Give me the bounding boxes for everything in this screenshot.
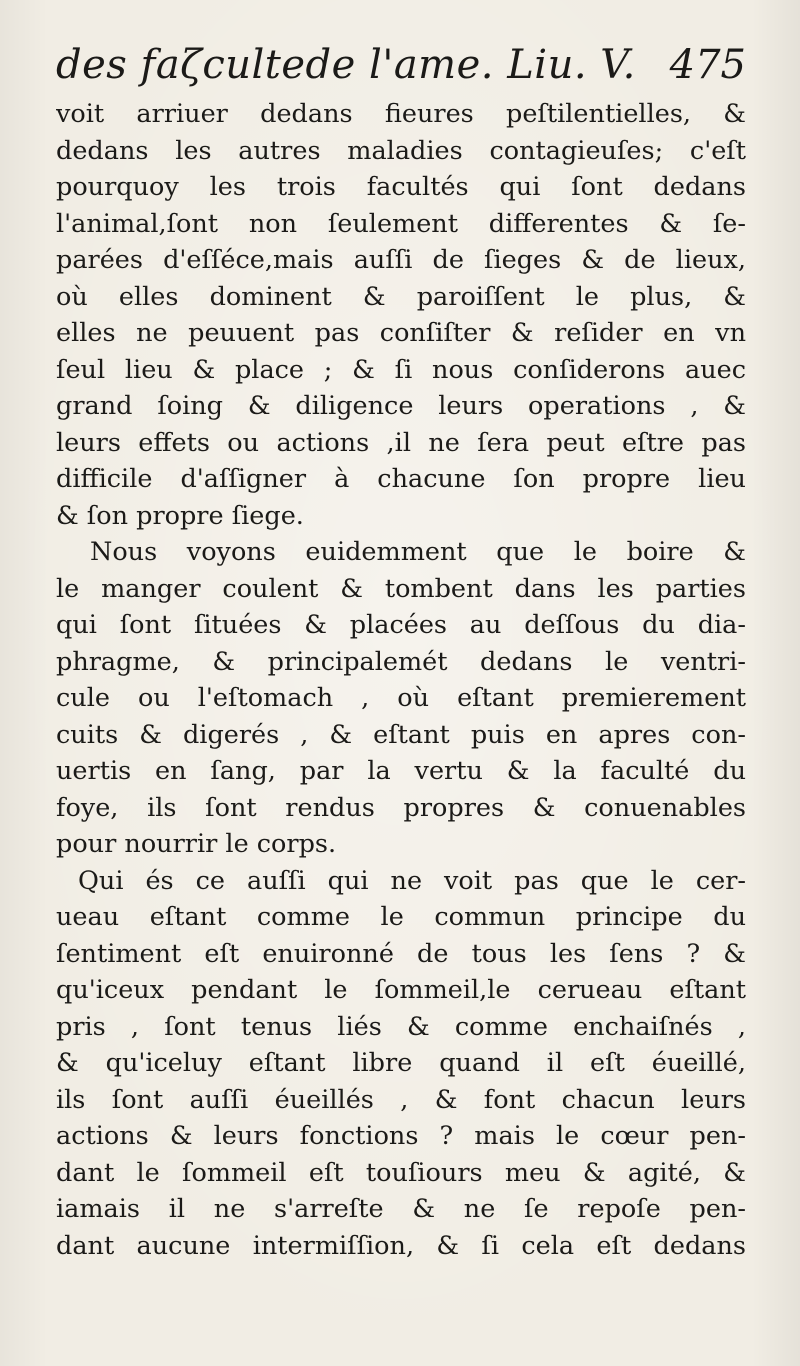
text-line: leurs effets ou actions ,il ne ſera peut eſtre pas [56, 427, 746, 458]
text-line: cuits & digerés , & eſtant puis en apres con- [56, 719, 746, 750]
text-line: voit arriuer dedans fieures peſtilentielles, & [56, 99, 746, 129]
running-title: des faζcultede l'ame. Liu. V. [56, 42, 636, 88]
text-line: pourquoy les trois facultés qui ſont dedans [56, 172, 746, 202]
text-line: grand ſoing & diligence leurs operations , & [56, 391, 746, 421]
text-line: difficile d'aſſigner à chacune ſon propre lieu [56, 464, 746, 494]
text-line: parées d'eſſéce,mais auſſi de ſieges & de lieux, [56, 245, 746, 275]
text-line: Nous voyons euidemment que le boire & [90, 537, 746, 567]
text-line: elles ne peuuent pas conſiſter & reſider en vn [56, 318, 746, 348]
page-number: 475 [669, 42, 746, 88]
text-line: actions & leurs fonctions ? mais le cœur pen- [56, 1121, 746, 1151]
text-line: dant aucune intermiſſion, & ſi cela eſt dedans [56, 1230, 746, 1261]
text-line: où elles dominent & paroiſſent le plus, & [56, 281, 746, 312]
text-line: le manger coulent & tombent dans les parties [56, 573, 746, 604]
text-line: uertis en ſang, par la vertu & la faculté du [56, 756, 746, 786]
text-line: dant le ſommeil eſt touſiours meu & agité, & [56, 1157, 746, 1188]
text-line: qui ſont ſituées & placées au deſſous du dia- [56, 610, 746, 640]
text-line: dedans les autres maladies contagieuſes; c'eſt [56, 135, 746, 166]
text-line: & ſon propre ſiege. [56, 500, 304, 531]
text-line: Qui és ce auſſi qui ne voit pas que le cer- [78, 865, 746, 896]
text-line: iamais il ne s'arreſte & ne ſe repoſe pen- [56, 1194, 746, 1224]
text-line: ueau eſtant comme le commun principe du [56, 902, 746, 932]
text-line: ils ſont auſſi éueillés , & font chacun leurs [56, 1084, 746, 1115]
text-line: & qu'iceluy eſtant libre quand il eſt éueillé, [56, 1048, 746, 1078]
text-line: foye, ils ſont rendus propres & conuenables [56, 792, 746, 823]
text-line: ſentiment eſt enuironné de tous les ſens ? & [56, 938, 746, 969]
text-line: phragme, & principalemét dedans le ventri- [56, 646, 746, 677]
text-line: pour nourrir le corps. [56, 829, 337, 859]
page-header [56, 30, 746, 90]
text-line: ſeul lieu & place ; & ſi nous conſiderons auec [56, 354, 746, 385]
text-line: pris , ſont tenus liés & comme enchaiſnés , [56, 1011, 746, 1042]
body-text [56, 96, 746, 1264]
text-line: qu'iceux pendant le ſommeil,le cerueau eſtant [56, 975, 746, 1005]
text-line: cule ou l'eſtomach , où eſtant premierement [56, 683, 746, 713]
text-line: l'animal,ſont non ſeulement differentes & ſe- [56, 208, 746, 239]
